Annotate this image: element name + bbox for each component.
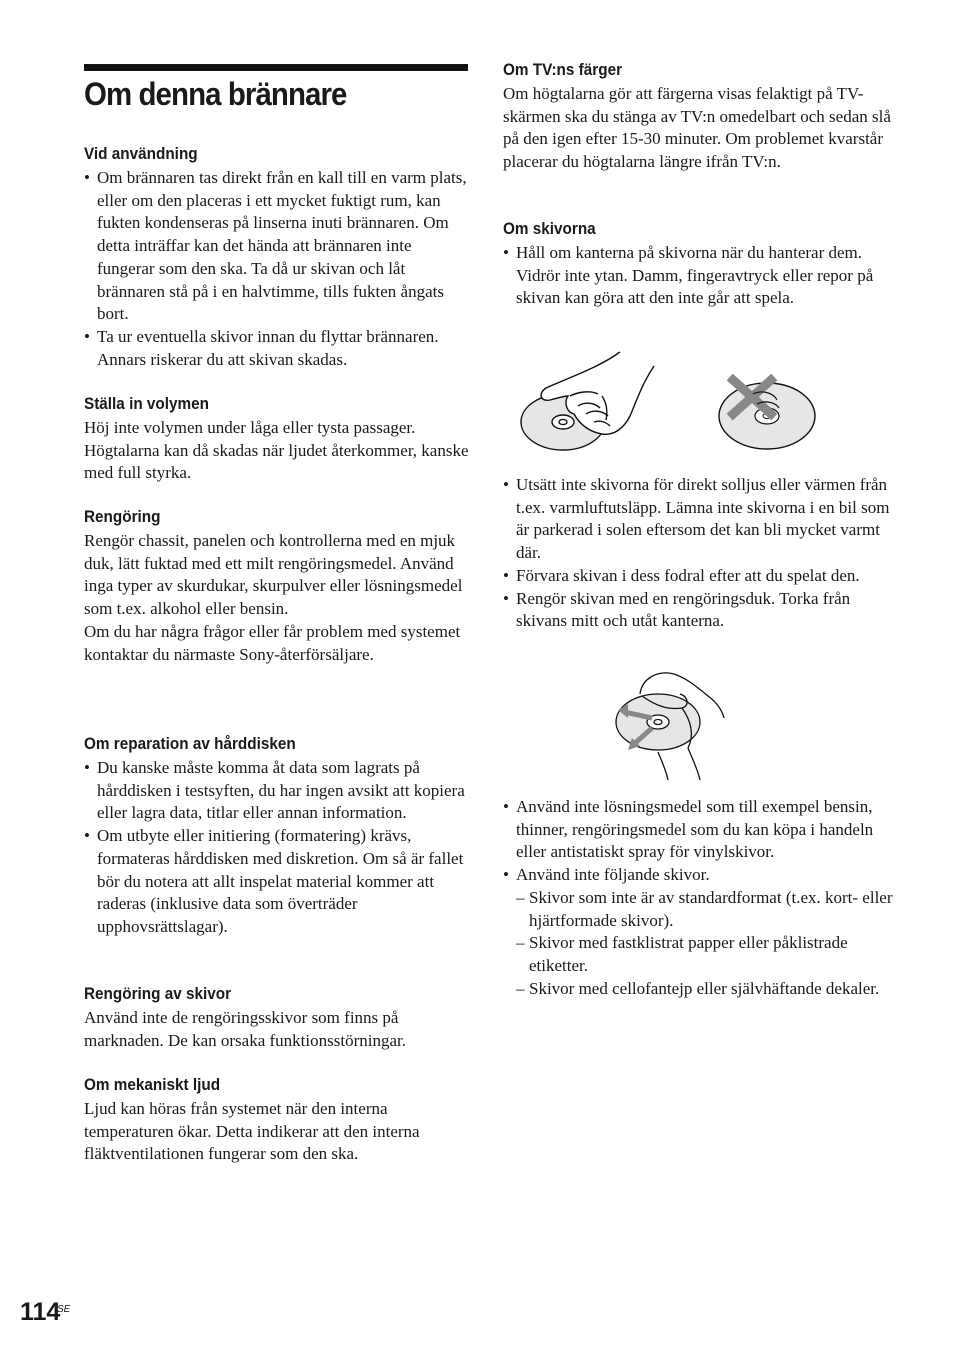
paragraph: Använd inte de rengöringsskivor som finns på marknaden. De kan orsaka funktionsstörningar. [84,1008,406,1050]
list-item: • Ta ur eventuella skivor innan du flyttar brännaren. Annars riskerar du att skivan skadas. [84,326,470,371]
list-item: • Använd inte lösningsmedel som till exempel bensin, thinner, rengöringsmedel som du kan köpa i handeln eller antistatiskt spray för vinylskivor. [503,796,893,864]
dash-item: – Skivor med cellofantejp eller självhäftande dekaler. [516,978,893,1001]
page-number-suffix: SE [57,1304,71,1315]
list-item: • Om brännaren tas direkt från en kall till en varm plats, eller om den placeras i ett mycket fuktigt rum, kan fukten kondenseras på linserna inuti brännaren. Om detta inträffar kan det hända att brännaren inte fungerar som den ska. Ta då ur skivan och låt brännaren stå på i en halvtimme, tills fukten ångats bort. [84,167,470,326]
list-item: • Du kanske måste komma åt data som lagrats på hårddisken i testsyften, du har ingen avsikt att kopiera eller lagra data, titlar eller annan information. [84,757,470,825]
dash-list [516,887,893,1001]
section-heading: Om mekaniskt ljud [84,1075,221,1094]
page-number: 114 [20,1298,61,1326]
paragraph: Ljud kan höras från systemet när den interna temperaturen ökar. Detta indikerar att den interna fläktventilationen fungerar som den ska. [84,1099,420,1164]
paragraph: Höj inte volymen under låga eller tysta passager. Högtalarna kan då skadas när ljudet återkommer, kanske med full styrka. [84,418,469,483]
section-heading: Om skivorna [503,219,596,238]
bullet-list [503,242,893,310]
section-reparation-harddisken [84,733,470,939]
dash-item: – Skivor som inte är av standardformat (t.ex. kort- eller hjärtformade skivor). [516,887,893,932]
disc-no-touch-illustration [717,374,821,454]
page-title: Om denna brännare [84,76,347,112]
section-heading: Ställa in volymen [84,394,210,413]
list-item: • Utsätt inte skivorna för direkt solljus eller värmen från t.ex. varmluftutsläpp. Lämna inte skivorna i en bil som är parkerad i solen eftersom det kan bli mycket varmt där. [503,474,893,565]
list-item: • Rengör skivan med en rengöringsduk. Torka från skivans mitt och utåt kanterna. [503,588,893,633]
paragraph: Om du har några frågor eller får problem med systemet kontaktar du närmaste Sony-återförsäljare. [84,621,461,664]
section-heading: Rengöring av skivor [84,984,232,1003]
list-item: • Förvara skivan i dess fodral efter att du spelat den. [503,565,893,588]
section-rengoring-av-skivor [84,983,470,1052]
paragraph: Om högtalarna gör att färgerna visas felaktigt på TV-skärmen ska du stänga av TV:n omedelbart och sedan slå på den igen efter 15-30 minuter. Om problemet kvarstår placerar du högtalarna längre ifrån TV:n. [503,84,891,172]
section-stalla-in-volymen [84,393,470,485]
list-item-text: Använd inte följande skivor. [516,865,710,885]
section-heading: Rengöring [84,507,161,526]
paragraph: Rengör chassit, panelen och kontrollerna med en mjuk duk, lätt fuktad med ett milt rengöringsmedel. Använd inga typer av skurdukar, skurpulver eller lösningsmedel som t.ex. alkohol eller bensin. [84,531,463,619]
bullet-list [503,474,893,633]
bullet-list [84,757,470,939]
section-tv-farger [503,59,893,174]
bullet-list [503,796,893,1000]
hand-holding-disc-illustration [518,350,663,455]
list-item: • Om utbyte eller initiering (formatering) krävs, formateras hårddisken med diskretion. Om så är fallet bör du notera att allt inspelat material kommer att raderas (inklusive data som överträder upphovsrättslagar). [84,825,470,939]
section-heading: Om TV:ns färger [503,60,623,79]
dash-item: – Skivor med fastklistrat papper eller påklistrade etiketter. [516,932,893,977]
section-heading: Vid användning [84,144,198,163]
section-rengoring [84,506,470,666]
bullet-list [84,167,470,371]
section-heading: Om reparation av hårddisken [84,734,296,753]
list-item [503,864,893,1000]
title-rule [84,64,468,71]
list-item: • Håll om kanterna på skivorna när du hanterar dem. Vidrör inte ytan. Damm, fingeravtryck eller repor på skivan kan göra att den inte går att spela. [503,242,893,310]
disc-cleaning-illustration [612,666,732,784]
section-om-skivorna [503,218,893,310]
disc-care-list [503,474,893,633]
section-vid-anvandning [84,143,470,371]
disc-warning-list [503,796,893,1000]
section-mekaniskt-ljud [84,1074,470,1166]
